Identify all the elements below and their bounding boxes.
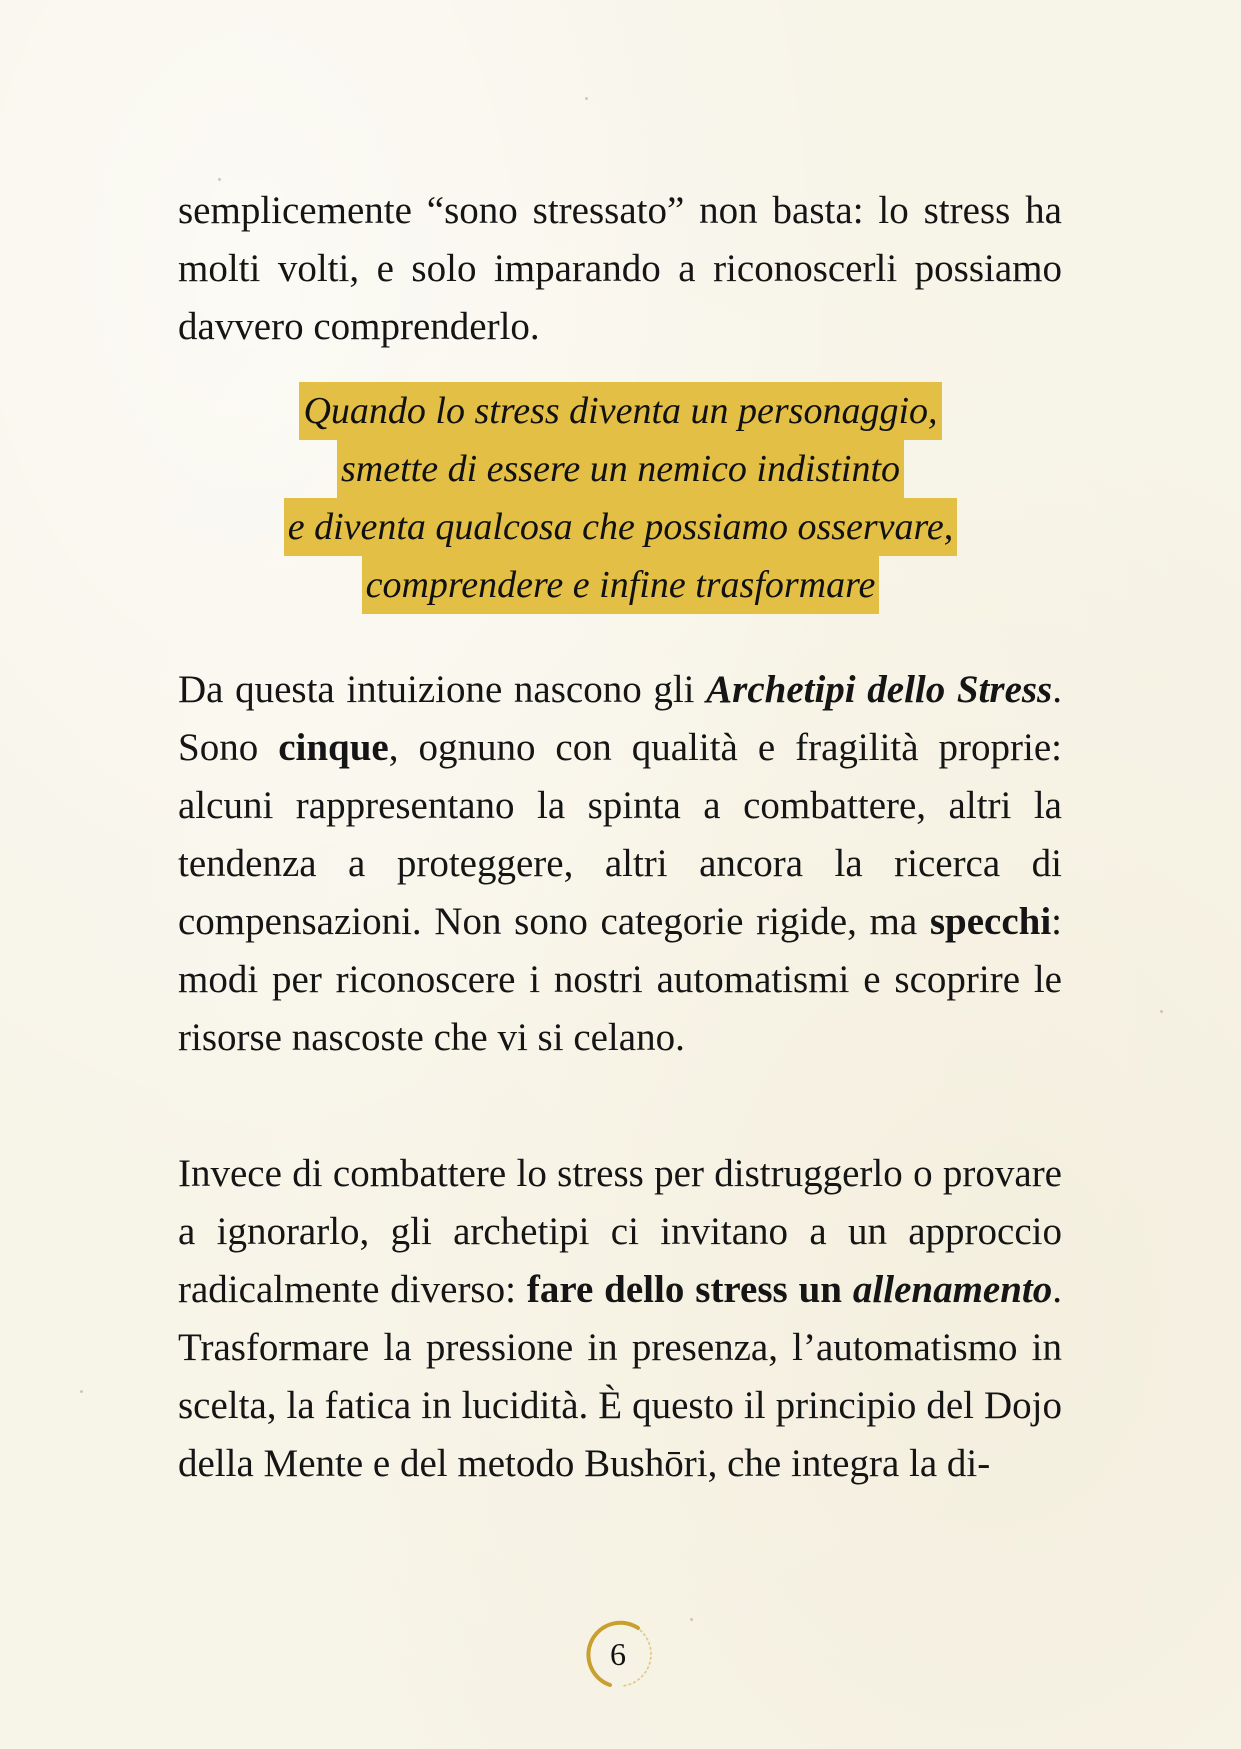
- paper-speck: [80, 1390, 83, 1393]
- text-run: . Trasformare la pressione in presenza, l’automatismo in scelta, la fatica in lucidità. È questo il principio del Dojo della Mente e del metodo Bushōri, che integra la di-: [178, 1268, 1062, 1485]
- text-run: Invece di combattere lo stress per distruggerlo o provare a ignorarlo, gli archetipi ci invitano a un approccio radicalmente diverso:: [178, 1152, 1062, 1311]
- highlighted-quote: [0, 382, 1241, 614]
- text-run: , ognuno con qualità e fragilità proprie: alcuni rappresentano la spinta a combattere, altri la tendenza a proteggere, altri ancora la ricerca di compensazioni. Non sono categorie rigide, ma: [178, 726, 1063, 943]
- paper-speck: [218, 178, 221, 181]
- paragraph-intro-text: semplicemente “sono stressato” non basta: lo stress ha molti volti, e solo imparando a riconoscerli possiamo davvero comprenderlo.: [178, 189, 1062, 348]
- page-number: 6: [610, 1636, 626, 1672]
- quote-line-1: Quando lo stress diventa un personaggio,: [299, 382, 941, 440]
- term-allenamento: allenamento: [852, 1268, 1053, 1311]
- text-run: . Sono: [178, 668, 1062, 769]
- paper-speck: [1160, 1010, 1163, 1013]
- text-run: : modi per riconoscere i nostri automatismi e scoprire le risorse nascoste che vi si celano.: [178, 900, 1062, 1059]
- term-specchi: specchi: [929, 900, 1052, 943]
- paragraph-intro: [178, 182, 1062, 356]
- page-number-badge: [580, 1616, 656, 1692]
- term-cinque: cinque: [278, 726, 389, 769]
- paper-speck: [585, 97, 588, 100]
- text-run: Da questa intuizione nascono gli: [178, 668, 707, 711]
- term-archetipi: Archetipi dello Stress: [706, 668, 1053, 711]
- paragraph-training-text: [178, 1145, 1062, 1493]
- quote-line-2: smette di essere un nemico indistinto: [337, 440, 904, 498]
- paragraph-archetypes-text: [178, 661, 1062, 1067]
- quote-line-4: comprendere e infine trasformare: [362, 556, 880, 614]
- term-fare-dello-stress: fare dello stress un: [526, 1268, 853, 1311]
- paper-speck: [690, 1618, 693, 1621]
- paragraph-training: [178, 1145, 1062, 1493]
- quote-line-3: e diventa qualcosa che possiamo osservare,: [284, 498, 958, 556]
- paragraph-archetypes: [178, 661, 1062, 1067]
